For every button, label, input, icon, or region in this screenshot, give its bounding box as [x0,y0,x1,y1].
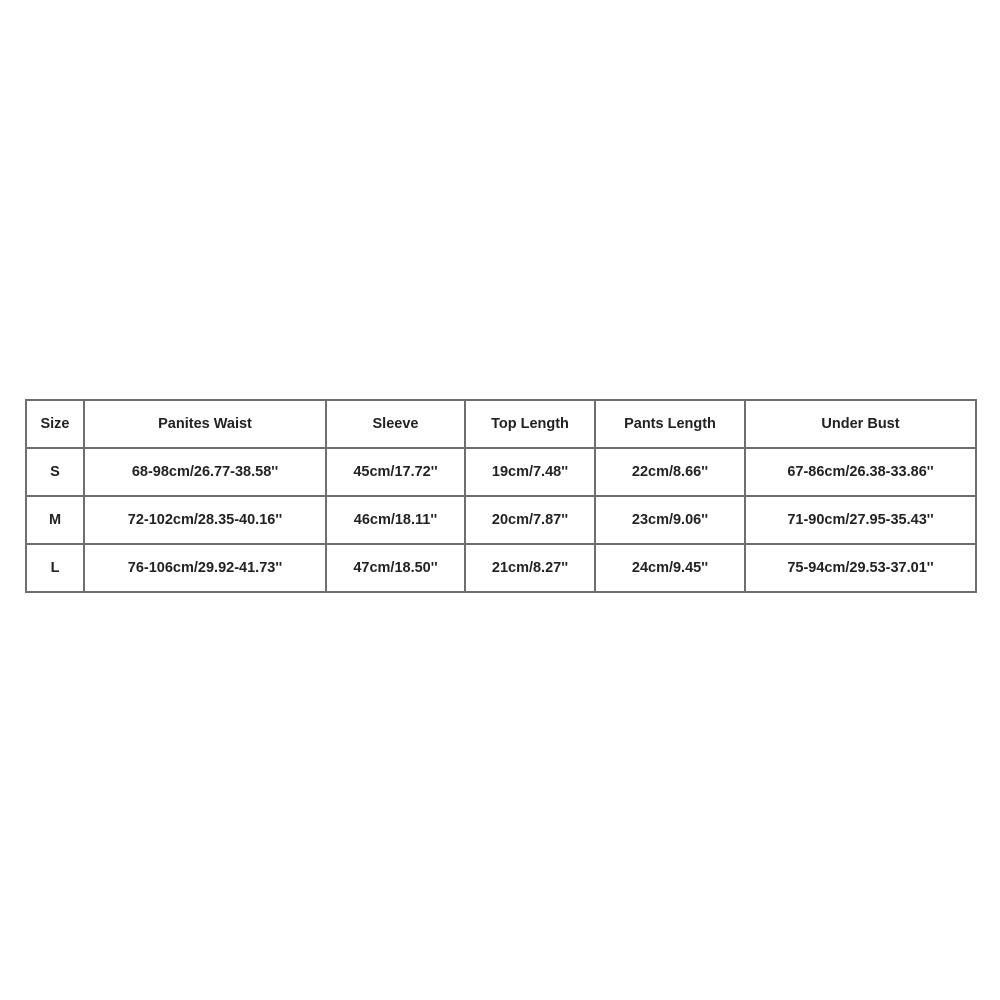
header-pants-length: Pants Length [595,400,745,448]
cell-under-bust: 71-90cm/27.95-35.43'' [745,496,976,544]
cell-top-length: 20cm/7.87'' [465,496,595,544]
cell-pants-length: 22cm/8.66'' [595,448,745,496]
cell-sleeve: 46cm/18.11'' [326,496,465,544]
header-sleeve: Sleeve [326,400,465,448]
header-panites-waist: Panites Waist [84,400,326,448]
cell-under-bust: 67-86cm/26.38-33.86'' [745,448,976,496]
header-top-length: Top Length [465,400,595,448]
cell-under-bust: 75-94cm/29.53-37.01'' [745,544,976,592]
cell-size: S [26,448,84,496]
cell-panites-waist: 72-102cm/28.35-40.16'' [84,496,326,544]
header-under-bust: Under Bust [745,400,976,448]
cell-size: L [26,544,84,592]
table-header-row [26,400,976,448]
cell-sleeve: 45cm/17.72'' [326,448,465,496]
table-row [26,544,976,592]
cell-top-length: 21cm/8.27'' [465,544,595,592]
cell-pants-length: 24cm/9.45'' [595,544,745,592]
cell-pants-length: 23cm/9.06'' [595,496,745,544]
cell-size: M [26,496,84,544]
cell-panites-waist: 68-98cm/26.77-38.58'' [84,448,326,496]
size-chart-table [25,399,977,593]
cell-sleeve: 47cm/18.50'' [326,544,465,592]
table-row [26,448,976,496]
cell-top-length: 19cm/7.48'' [465,448,595,496]
header-size: Size [26,400,84,448]
table-row [26,496,976,544]
cell-panites-waist: 76-106cm/29.92-41.73'' [84,544,326,592]
